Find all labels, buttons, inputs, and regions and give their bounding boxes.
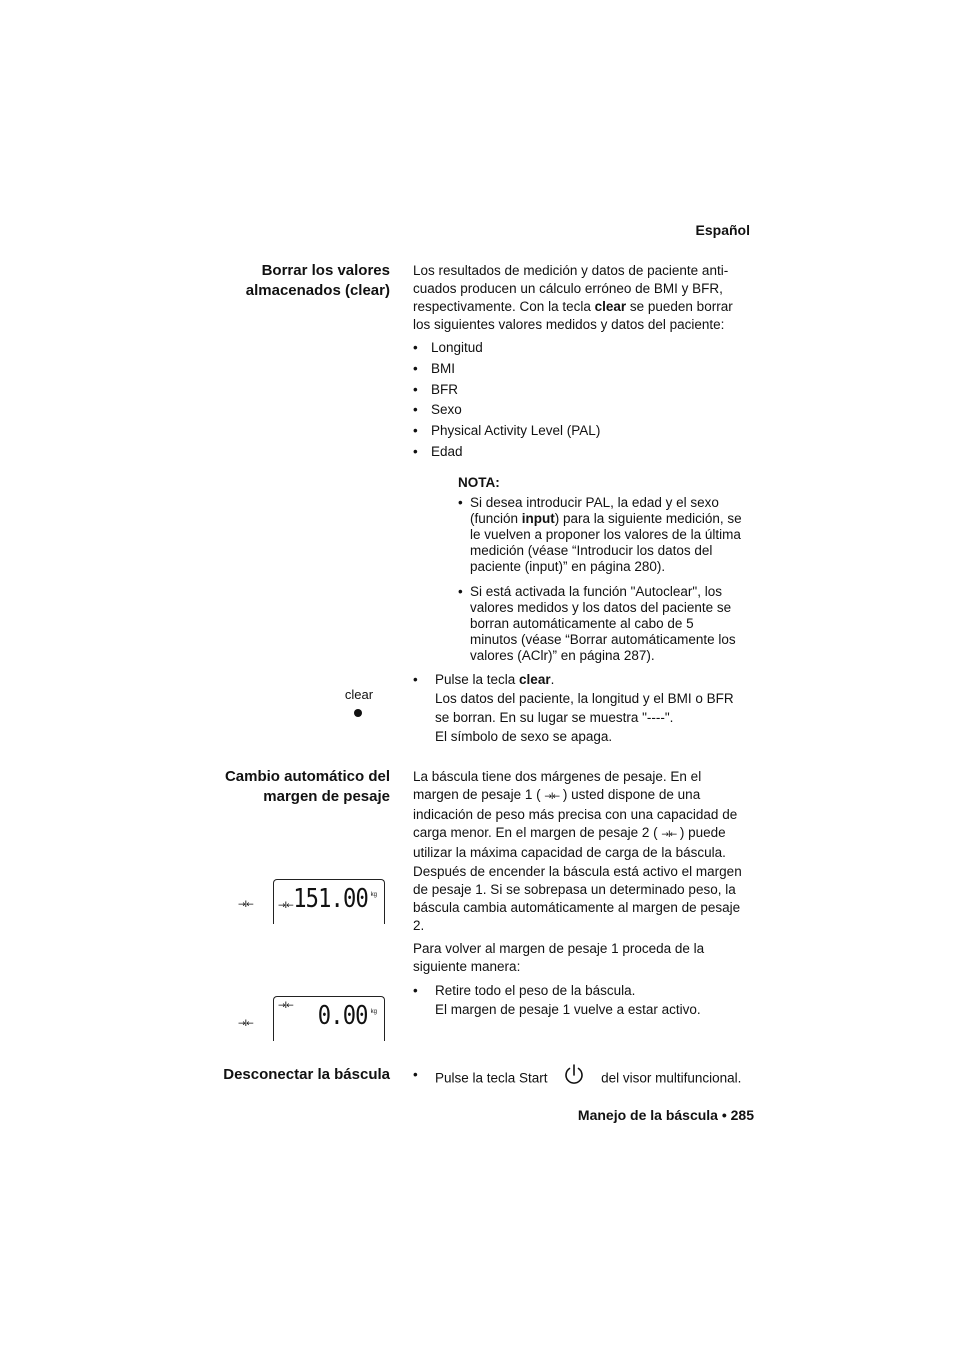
list-item: • BFR	[413, 380, 753, 401]
range-2-icon: →I←	[238, 1019, 253, 1029]
text-line: los siguientes valores medidos y datos del paciente:	[413, 317, 725, 332]
display-unit: kg	[370, 892, 377, 898]
scale-display-1	[273, 879, 385, 924]
range-paragraph-3: Para volver al margen de pesaje 1 proceda de la siguiente manera:	[413, 941, 705, 974]
range-step: • Retire todo el peso de la báscula. El margen de pesaje 1 vuelve a estar activo.	[413, 983, 701, 1017]
clear-key-icon	[354, 709, 362, 717]
power-icon	[563, 1063, 585, 1095]
step-text: del visor multifuncional.	[601, 1070, 742, 1086]
off-step: • Pulse la tecla Start del visor multifuncional.	[413, 1063, 758, 1095]
heading-line: Borrar los valores	[261, 262, 390, 279]
list-item: • BMI	[413, 359, 753, 380]
clear-values-list	[413, 338, 753, 463]
note-item: • Si está activada la función "Autoclear", los valores medidos y los datos del paciente se borran automáticamente al cabo de 5 minutos (véase “Borrar automáticamente los valores (AClr)” en página 287).	[458, 584, 758, 664]
language-label: Español	[695, 222, 750, 238]
range-paragraph-1: La báscula tiene dos márgenes de pesaje. En el margen de pesaje 1 ( →I← ) usted dispone de una indicación de peso más precisa con una capacidad de carga menor. En el margen de pesaje 2 ( →I← ) puede utilizar la máxima capacidad de carga de la báscula.	[413, 769, 738, 860]
range-icon: →I←	[544, 792, 560, 802]
scale-display-2	[273, 996, 385, 1041]
text-line: Los resultados de medición y datos de paciente anti-	[413, 263, 729, 278]
heading-line: Cambio automático del	[224, 768, 390, 785]
text-line: cuados producen un cálculo erróneo de BMI y BFR,	[413, 281, 723, 296]
list-item: • Physical Activity Level (PAL)	[413, 421, 753, 442]
clear-key-label: clear	[344, 687, 374, 702]
section-heading-clear	[200, 261, 390, 301]
page-footer: Manejo de la báscula • 285	[577, 1107, 754, 1123]
range-paragraph-2: Después de encender la báscula está activo el margen de pesaje 1. Si se sobrepasa un determinado peso, la báscula cambia automáticamente al margen de pesaje 2.	[413, 864, 742, 933]
display-unit: kg	[370, 1009, 377, 1015]
section-heading-range	[200, 767, 390, 807]
display-value: 0.00	[318, 1001, 368, 1031]
section-heading-off: Desconectar la báscula	[223, 1066, 390, 1083]
range-1-icon: →I←	[278, 1001, 293, 1011]
list-item: • Sexo	[413, 400, 753, 421]
range-1-icon: →I←	[278, 901, 293, 911]
list-item: • Edad	[413, 442, 753, 463]
note-title: NOTA:	[458, 475, 500, 490]
range-2-icon: →I←	[238, 900, 253, 910]
list-item: • Longitud	[413, 338, 753, 359]
heading-line: almacenados (clear)	[245, 282, 390, 299]
note-box	[458, 475, 758, 673]
heading-line: margen de pesaje	[263, 788, 390, 805]
clear-step: • Pulse la tecla clear. Los datos del paciente, la longitud y el BMI o BFR se borran. En su lugar se muestra "----". El símbolo de sexo se apaga.	[413, 672, 734, 744]
clear-intro	[413, 262, 758, 334]
text-line: respectivamente. Con la tecla clear se pueden borrar	[413, 299, 733, 314]
display-value: 151.00	[293, 884, 368, 914]
range-icon: →I←	[661, 830, 677, 840]
step-text: Pulse la tecla Start	[435, 1070, 548, 1086]
note-item: • Si desea introducir PAL, la edad y el sexo (función input) para la siguiente medición, se le vuelven a proponer los valores de la última medición (véase “Introducir los datos del paciente (input)” en página 280).	[458, 495, 758, 575]
